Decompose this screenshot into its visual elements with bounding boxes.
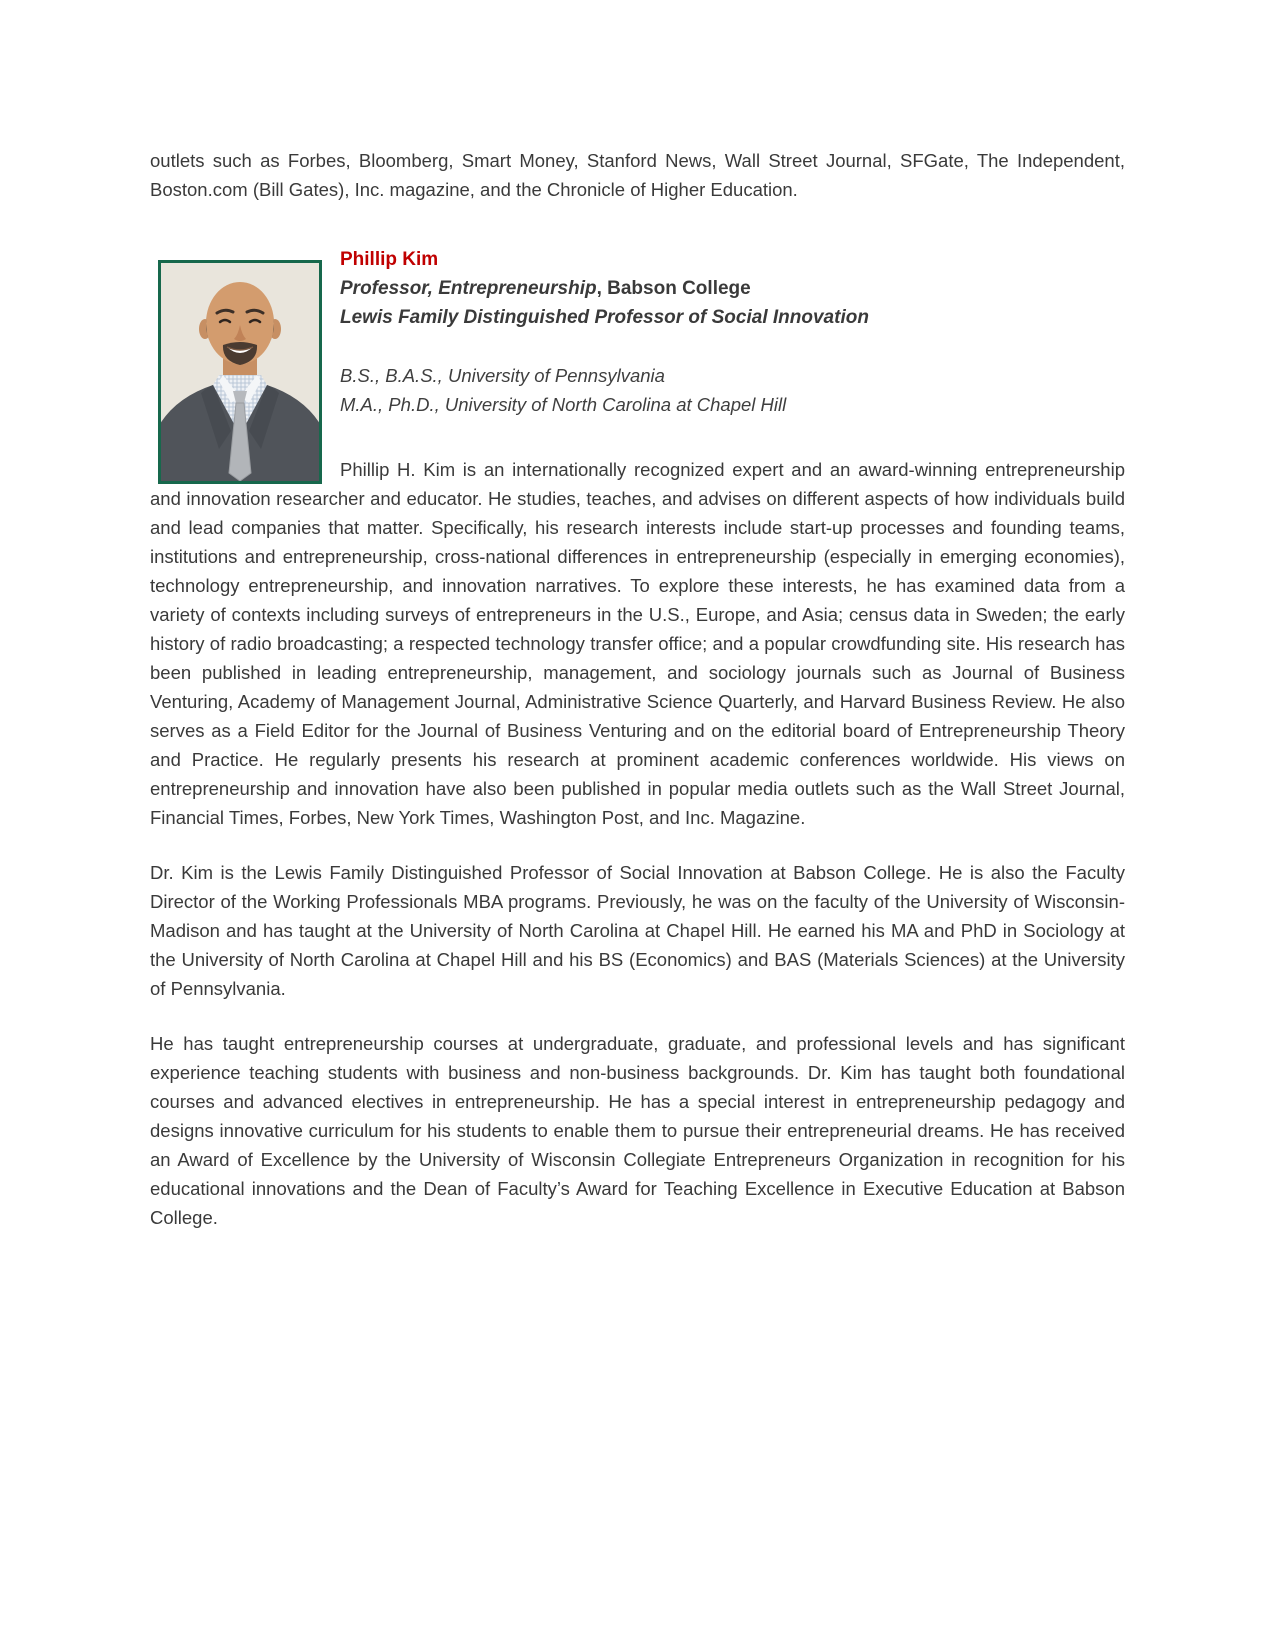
- bio-paragraph-1: Phillip H. Kim is an internationally recognized expert and an award-winning entrepreneurship and innovation researcher and educator. He studies, teaches, and advises on different aspects of how individuals build and lead companies that matter. Specifically, his research interests include start-up processes and founding teams, institutions and entrepreneurship, cross-national differences in entrepreneurship (especially in emerging economies), technology entrepreneurship, and innovation narratives. To explore these interests, he has examined data from a variety of contexts including surveys of entrepreneurs in the U.S., Europe, and Asia; census data in Sweden; the early history of radio broadcasting; a respected technology transfer office; and a popular crowdfunding site. His research has been published in leading entrepreneurship, management, and sociology journals such as Journal of Business Venturing, Academy of Management Journal, Administrative Science Quarterly, and Harvard Business Review. He also serves as a Field Editor for the Journal of Business Venturing and on the editorial board of Entrepreneurship Theory and Practice. He regularly presents his research at prominent academic conferences worldwide. His views on entrepreneurship and innovation have also been published in popular media outlets such as the Wall Street Journal, Financial Times, Forbes, New York Times, Washington Post, and Inc. Magazine.: [150, 459, 1125, 828]
- person-name: Phillip Kim: [340, 249, 439, 270]
- person-title-endowed: Lewis Family Distinguished Professor of Social Innovation: [340, 307, 869, 328]
- degree-line: M.A., Ph.D., University of North Carolina at Chapel Hill: [340, 394, 787, 415]
- degree-line: B.S., B.A.S., University of Pennsylvania: [340, 365, 665, 386]
- bio-paragraph-3: He has taught entrepreneurship courses at undergraduate, graduate, and professional levels and has significant experience teaching students with business and non-business backgrounds. Dr. Kim has taught both foundational courses and advanced electives in entrepreneurship. He has a special interest in entrepreneurship pedagogy and designs innovative curriculum for his students to enable them to pursue their entrepreneurial dreams. He has received an Award of Excellence by the University of Wisconsin Collegiate Entrepreneurs Organization in recognition for his educational innovations and the Dean of Faculty’s Award for Teaching Excellence in Executive Education at Babson College.: [150, 1033, 1125, 1228]
- person-title-institution: , Babson College: [596, 278, 751, 299]
- profile-section: [150, 245, 1125, 1258]
- portrait-photo-icon: [161, 263, 319, 481]
- profile-photo: [158, 260, 322, 484]
- bio-paragraph-2: Dr. Kim is the Lewis Family Distinguished Professor of Social Innovation at Babson College. He is also the Faculty Director of the Working Professionals MBA programs. Previously, he was on the faculty of the University of Wisconsin-Madison and has taught at the University of North Carolina at Chapel Hill. He earned his MA and PhD in Sociology at the University of North Carolina at Chapel Hill and his BS (Economics) and BAS (Materials Sciences) at the University of Pennsylvania.: [150, 862, 1125, 999]
- page-content: [150, 146, 1125, 1258]
- person-title-role: Professor, Entrepreneurship: [340, 278, 597, 299]
- intro-paragraph: outlets such as Forbes, Bloomberg, Smart Money, Stanford News, Wall Street Journal, SFGate, The Independent, Boston.com (Bill Gates), Inc. magazine, and the Chronicle of Higher Education.: [150, 150, 1125, 200]
